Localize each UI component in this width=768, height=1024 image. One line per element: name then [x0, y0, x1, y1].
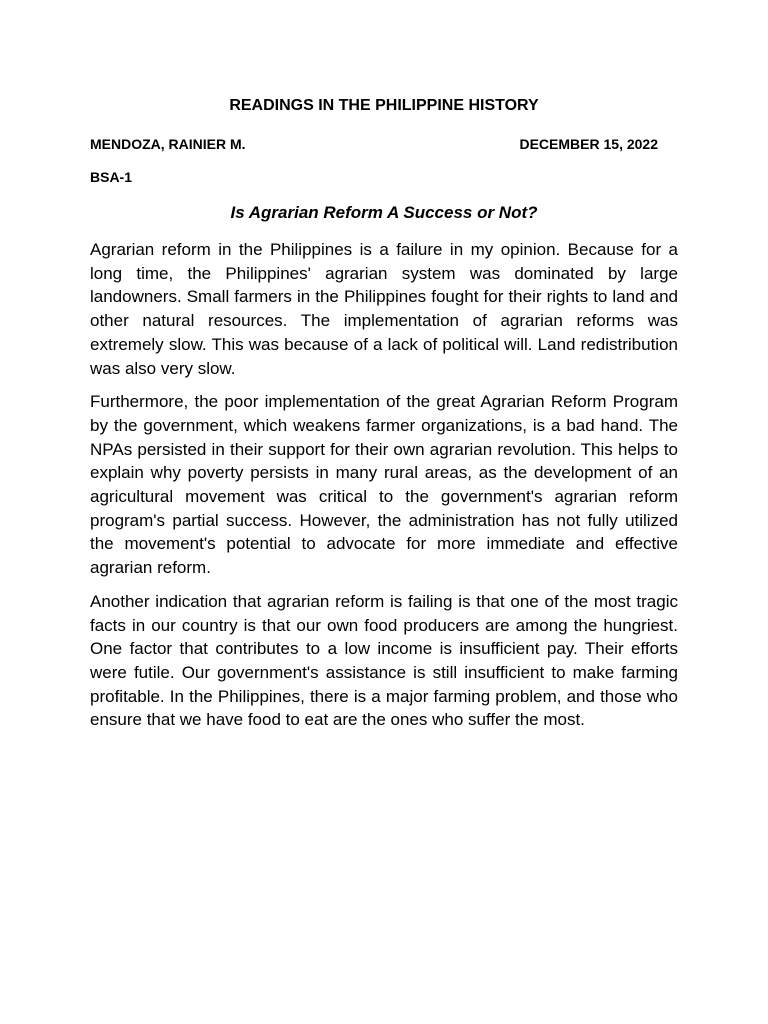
paragraph-2: Furthermore, the poor implementation of the great Agrarian Reform Program by the government, which weakens farmer organizations, is a bad hand. The NPAs persisted in their support for their own agrarian revolution. This helps to explain why poverty persists in many rural areas, as the development of an agricultural movement was critical to the government's agrarian reform program's partial success. However, the administration has not fully utilized the movement's potential to advocate for more immediate and effective agrarian reform.	[90, 392, 678, 578]
course-section: BSA-1	[90, 169, 133, 185]
document-date: DECEMBER 15, 2022	[519, 136, 658, 152]
essay-body	[90, 238, 678, 742]
header-meta-row	[90, 134, 658, 154]
author-name: MENDOZA, RAINIER M.	[90, 136, 246, 152]
essay-title: Is Agrarian Reform A Success or Not?	[230, 203, 538, 222]
paragraph-3: Another indication that agrarian reform is failing is that one of the most tragic facts in our country is that our own food producers are among the hungriest. One factor that contributes to a low income is insufficient pay. Their efforts were futile. Our government's assistance is still insufficient to make farming profitable. In the Philippines, there is a major farming problem, and those who ensure that we have food to eat are the ones who suffer the most.	[90, 591, 678, 730]
paragraph-1: Agrarian reform in the Philippines is a failure in my opinion. Because for a long time, the Philippines' agrarian system was dominated by large landowners. Small farmers in the Philippines fought for their rights to land and other natural resources. The implementation of agrarian reforms was extremely slow. This was because of a lack of political will. Land redistribution was also very slow.	[90, 240, 678, 378]
document-title: READINGS IN THE PHILIPPINE HISTORY	[229, 97, 539, 114]
